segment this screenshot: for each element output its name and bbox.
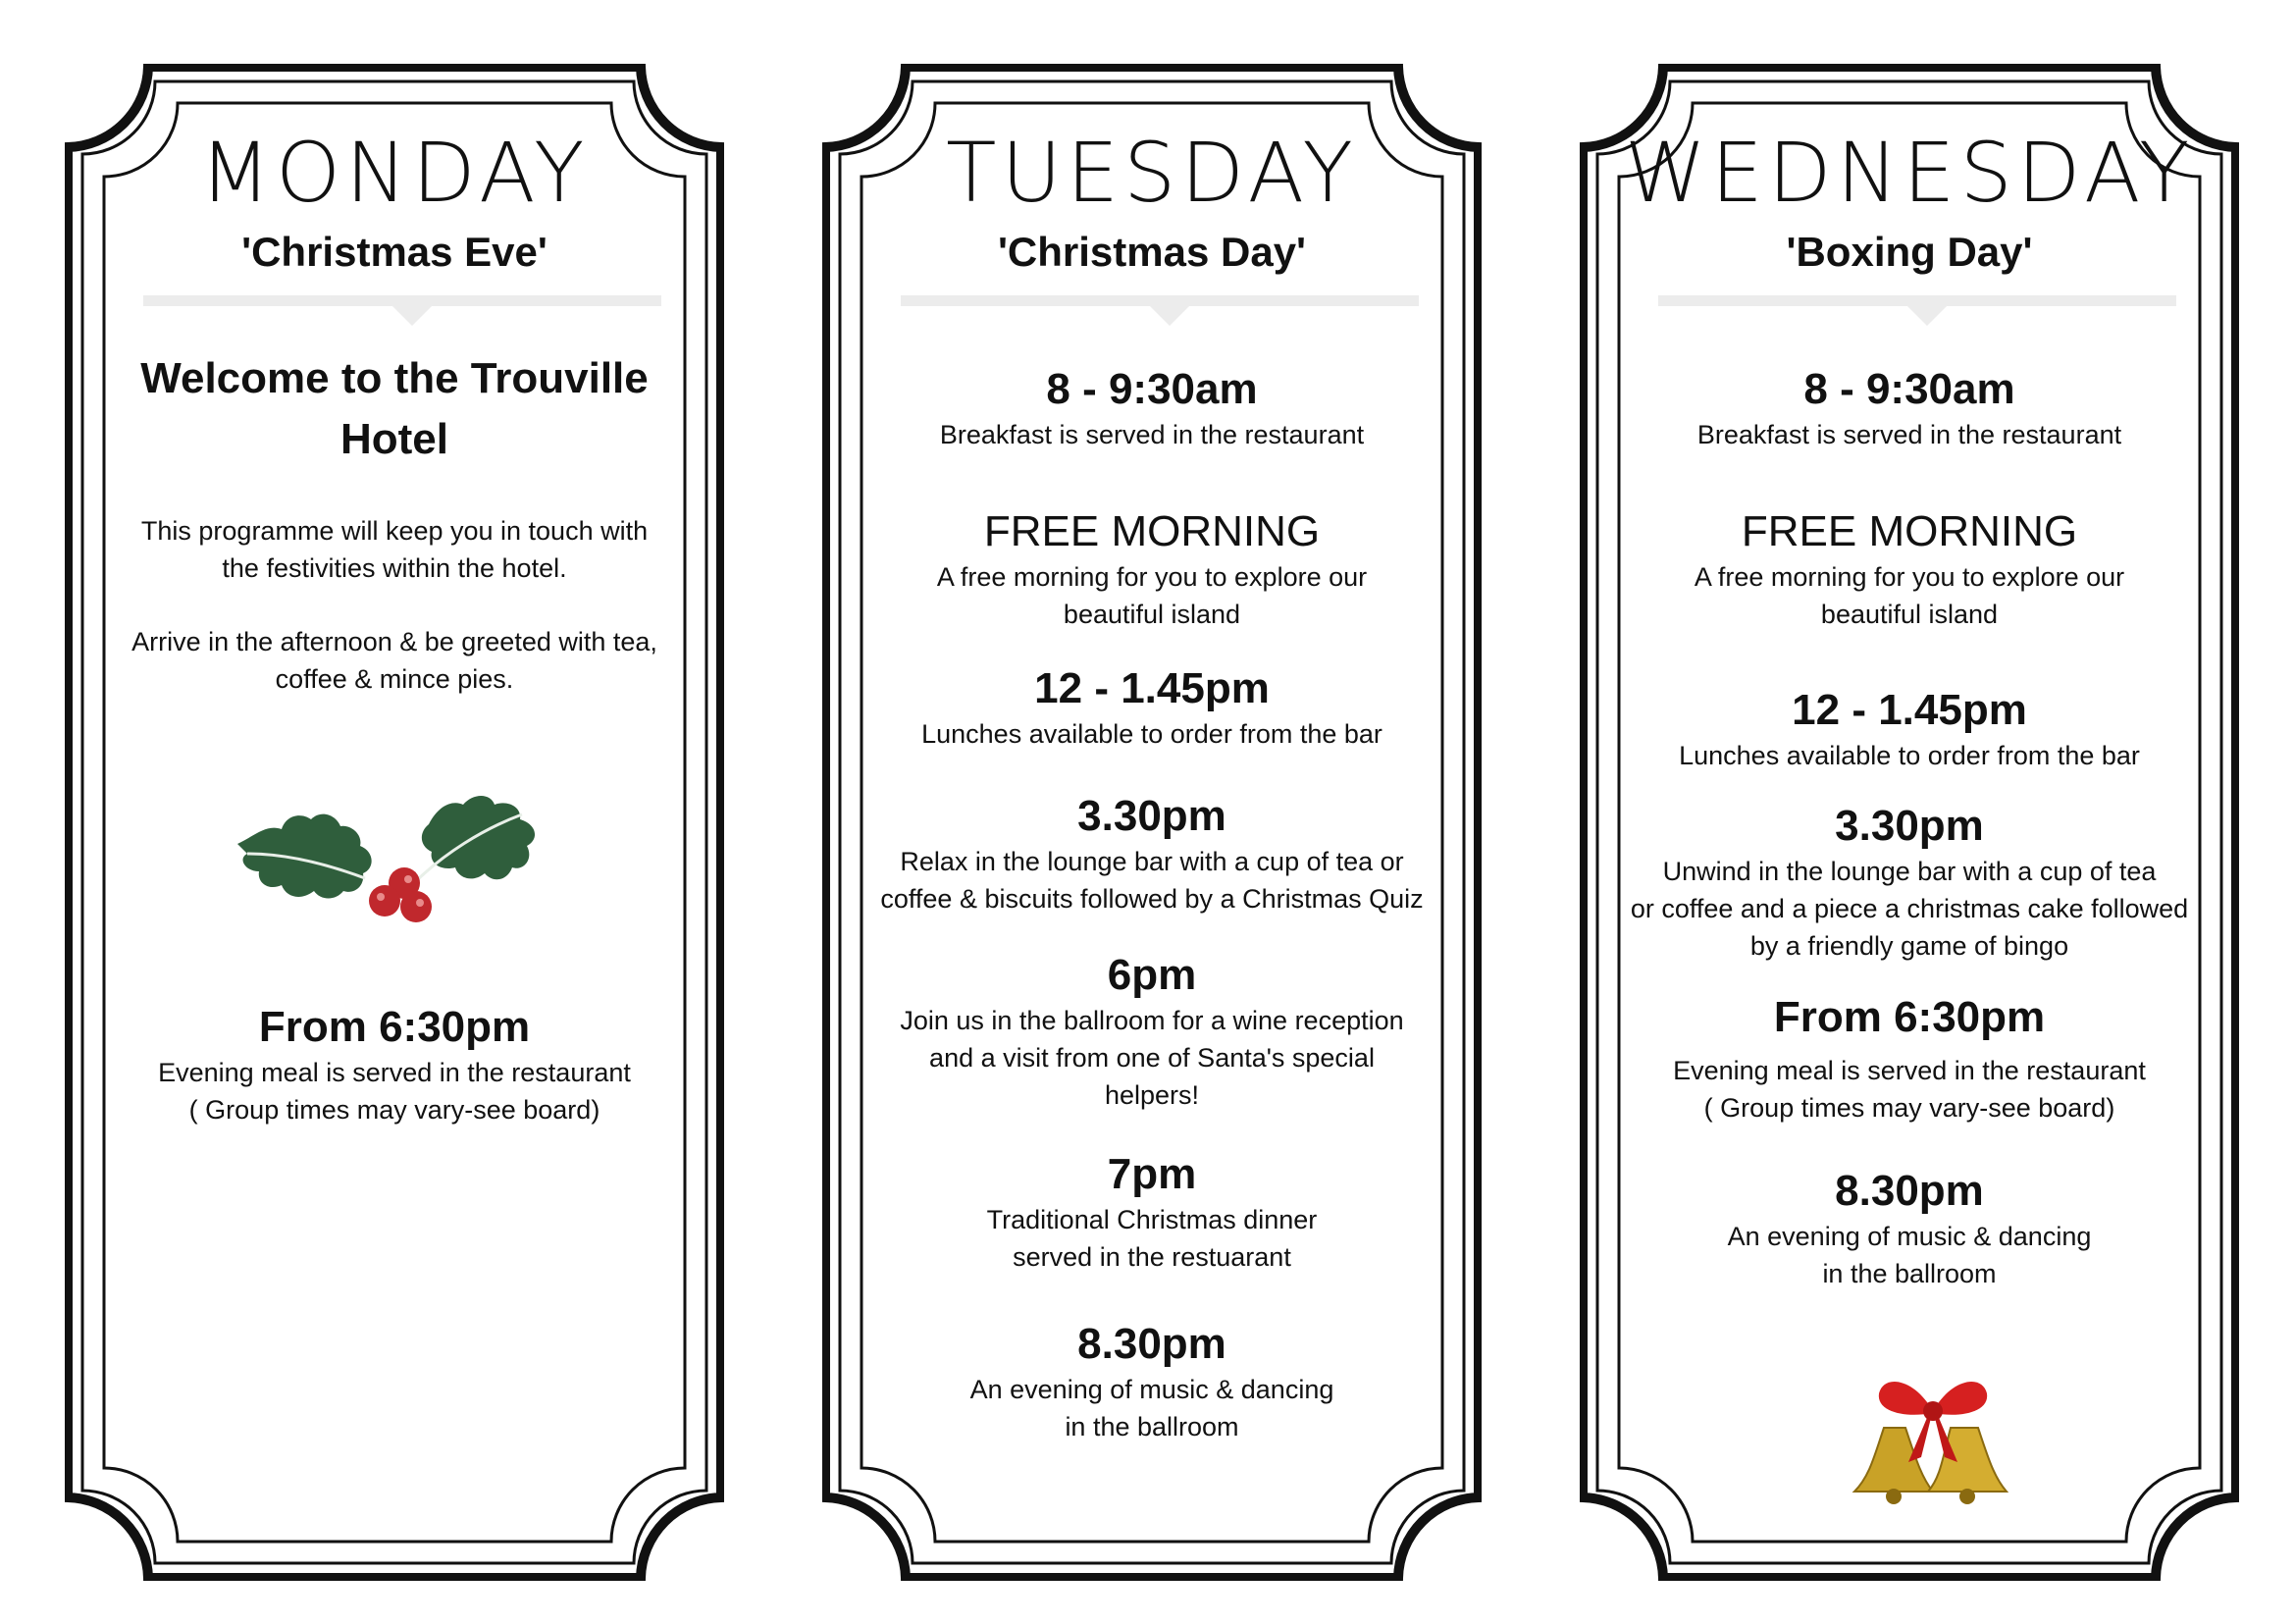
event-time: 8.30pm bbox=[1077, 1320, 1226, 1368]
welcome-heading: Welcome to the Trouville Hotel bbox=[140, 354, 649, 463]
event-free-morning bbox=[1619, 505, 2200, 633]
event-description: Traditional Christmas dinner served in the restuarant bbox=[986, 1205, 1318, 1272]
event-time: From 6:30pm bbox=[258, 1003, 531, 1051]
event-description: An evening of music & dancing in the ballroom bbox=[1727, 1222, 2092, 1288]
event-description: Unwind in the lounge bar with a cup of tea or coffee and a piece a christmas cake followed by a friendly game of bingo bbox=[1630, 857, 2189, 961]
event-description: Relax in the lounge bar with a cup of tea or coffee & biscuits followed by a Christmas Quiz bbox=[880, 847, 1424, 914]
event-description: Evening meal is served in the restaurant ( Group times may vary-see board) bbox=[1673, 1056, 2146, 1123]
event-time: 3.30pm bbox=[1835, 802, 1984, 850]
event-description: An evening of music & dancing in the ballroom bbox=[969, 1375, 1334, 1441]
event-description: A free morning for you to explore our beautiful island bbox=[1694, 562, 2125, 629]
event-time: From 6:30pm bbox=[1773, 993, 2046, 1041]
event-time: 6pm bbox=[1107, 951, 1197, 999]
day-subtitle: 'Christmas Eve' bbox=[241, 229, 548, 275]
divider bbox=[1658, 295, 2176, 306]
event-description: Breakfast is served in the restaurant bbox=[939, 420, 1365, 449]
event-time: 12 - 1.45pm bbox=[1792, 686, 2027, 734]
event-afternoon bbox=[1619, 800, 2200, 965]
event-afternoon bbox=[861, 790, 1442, 917]
event-breakfast bbox=[861, 363, 1442, 453]
event-evening bbox=[104, 1001, 685, 1128]
event-time: FREE MORNING bbox=[1741, 507, 2078, 555]
day-title: WEDNESDAY bbox=[1624, 125, 2195, 221]
event-dancing bbox=[861, 1318, 1442, 1445]
tuesday-card bbox=[822, 64, 1482, 1581]
event-time: 8 - 9:30am bbox=[1803, 365, 2015, 413]
event-time: 8.30pm bbox=[1835, 1167, 1984, 1215]
wednesday-card bbox=[1580, 64, 2239, 1581]
event-evening bbox=[1619, 991, 2200, 1126]
day-subtitle: 'Christmas Day' bbox=[997, 229, 1307, 275]
divider bbox=[143, 295, 661, 306]
divider bbox=[901, 295, 1419, 306]
event-dancing bbox=[1619, 1165, 2200, 1292]
event-description: A free morning for you to explore our beautiful island bbox=[936, 562, 1368, 629]
event-reception bbox=[861, 949, 1442, 1114]
event-lunch bbox=[1619, 684, 2200, 774]
event-description: Lunches available to order from the bar bbox=[1679, 741, 2140, 770]
event-dinner bbox=[861, 1148, 1442, 1276]
event-time: FREE MORNING bbox=[983, 507, 1321, 555]
bells-icon bbox=[1845, 1369, 2021, 1516]
day-subtitle: 'Boxing Day' bbox=[1786, 229, 2033, 275]
day-title: MONDAY bbox=[199, 125, 590, 221]
event-time: 12 - 1.45pm bbox=[1034, 664, 1270, 712]
event-description: Join us in the ballroom for a wine reception and a visit from one of Santa's special helpers! bbox=[900, 1006, 1404, 1110]
event-description: Evening meal is served in the restaurant ( Group times may vary-see board) bbox=[158, 1058, 631, 1125]
holly-icon bbox=[228, 785, 561, 942]
event-lunch bbox=[861, 662, 1442, 753]
event-breakfast bbox=[1619, 363, 2200, 453]
event-time: 3.30pm bbox=[1077, 792, 1226, 840]
monday-card bbox=[65, 64, 724, 1581]
event-time: 8 - 9:30am bbox=[1046, 365, 1258, 413]
arrival-text: Arrive in the afternoon & be greeted with tea, coffee & mince pies. bbox=[131, 627, 657, 694]
event-free-morning bbox=[861, 505, 1442, 633]
day-title: TUESDAY bbox=[946, 125, 1358, 221]
event-time: 7pm bbox=[1107, 1150, 1197, 1198]
intro-text: This programme will keep you in touch with the festivities within the hotel. bbox=[140, 516, 649, 583]
event-description: Breakfast is served in the restaurant bbox=[1696, 420, 2122, 449]
event-description: Lunches available to order from the bar bbox=[921, 719, 1382, 749]
